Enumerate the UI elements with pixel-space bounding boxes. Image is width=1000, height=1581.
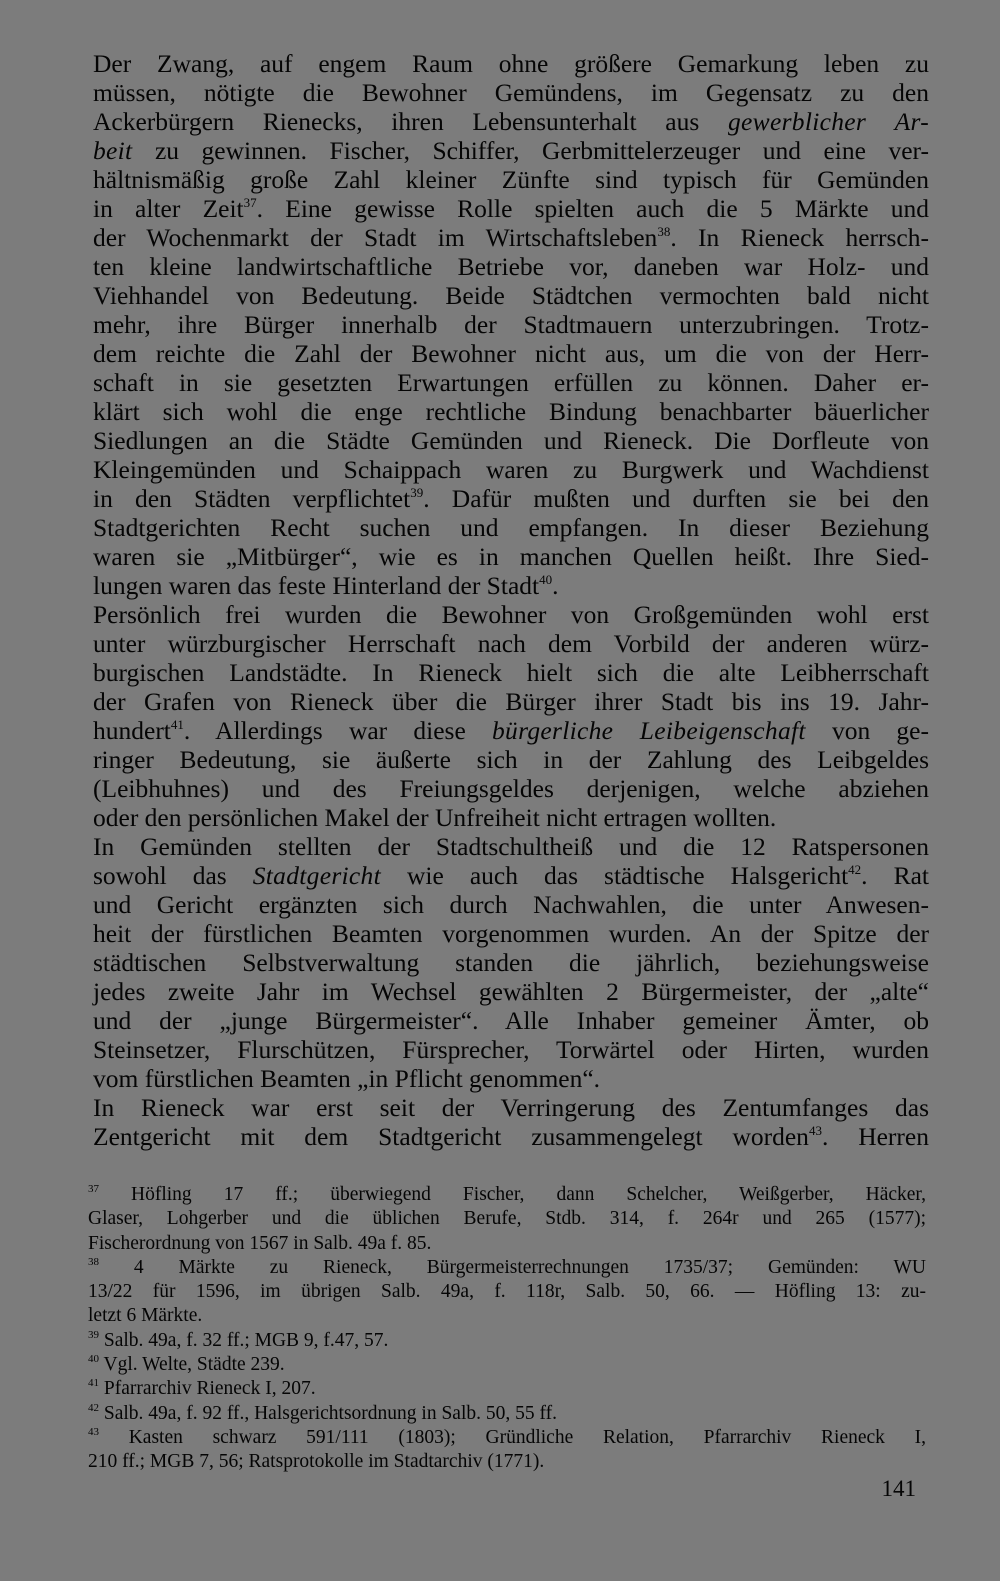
footnote-ref: 43 — [808, 1123, 822, 1138]
text-line — [93, 861, 929, 890]
text-run: und der „junge Bürgermeister“. Alle Inhaber gemeiner Ämter, ob — [93, 1006, 929, 1035]
text-line — [93, 948, 929, 977]
text-line — [93, 890, 929, 919]
text-line — [93, 165, 929, 194]
footnote-text: Salb. 49a, f. 32 ff.; MGB 9, f.47, 57. — [99, 1329, 389, 1351]
text-line — [93, 1064, 929, 1093]
text-line — [93, 107, 929, 136]
text-run: der Wochenmarkt der Stadt im Wirtschaftsleben — [93, 223, 658, 252]
text-line — [93, 252, 929, 281]
footnote-ref: 42 — [848, 862, 862, 877]
footnote-line — [88, 1353, 926, 1377]
emphasis-text: beit — [93, 136, 133, 165]
text-run: ten kleine landwirtschaftliche Betriebe vor, daneben war Holz- und — [93, 252, 929, 281]
text-run: städtischen Selbstverwaltung standen die jährlich, beziehungsweise — [93, 948, 929, 977]
text-run: burgischen Landstädte. In Rieneck hielt sich die alte Leibherrschaft — [93, 658, 929, 687]
text-run: in den Städten verpflichtet — [93, 484, 411, 513]
text-run: . Herren — [821, 1122, 929, 1151]
text-run: unter würzburgischer Herrschaft nach dem Vorbild der anderen würz- — [93, 629, 929, 658]
footnote-number: 41 — [88, 1377, 99, 1390]
text-run: dem reichte die Zahl der Bewohner nicht aus, um die von der Herr- — [93, 339, 929, 368]
text-line — [93, 484, 929, 513]
text-run: . Dafür mußten und durften sie bei den — [423, 484, 930, 513]
text-line — [93, 310, 929, 339]
text-line — [93, 513, 929, 542]
text-run: . In Rieneck herrsch- — [670, 223, 929, 252]
text-run: Viehhandel von Bedeutung. Beide Städtchen vermochten bald nicht — [93, 281, 929, 310]
text-line — [93, 832, 929, 861]
footnote-line — [88, 1402, 926, 1426]
footnote-text: Glaser, Lohgerber und die üblichen Berufe, Stdb. 314, f. 264r und 265 (1577); — [88, 1208, 926, 1230]
text-run: . Eine gewisse Rolle spielten auch die 5 Märkte und — [256, 194, 929, 223]
footnote-text: 4 Märkte zu Rieneck, Bürgermeisterrechnungen 1735/37; Gemünden: WU — [99, 1256, 926, 1278]
text-run: . Allerdings war diese — [183, 716, 492, 745]
footnote-number: 39 — [88, 1328, 99, 1341]
footnote-ref: 41 — [170, 717, 184, 732]
footnote-text: Salb. 49a, f. 92 ff., Halsgerichtsordnung in Salb. 50, 55 ff. — [99, 1402, 558, 1424]
text-line — [93, 281, 929, 310]
page-number: 141 — [881, 1476, 916, 1501]
emphasis-text: Stadtgericht — [252, 861, 381, 890]
text-run: Ackerbürgern Rienecks, ihren Lebensunterhalt aus — [93, 107, 728, 136]
text-line — [93, 368, 929, 397]
footnote-line — [88, 1426, 926, 1450]
text-line — [93, 1122, 929, 1151]
text-run: . Rat — [861, 861, 929, 890]
emphasis-text: gewerblicher Ar- — [727, 107, 930, 136]
footnote-line — [88, 1329, 926, 1353]
footnote-number: 42 — [88, 1401, 99, 1414]
text-line — [93, 1035, 929, 1064]
text-run: müssen, nötigte die Bewohner Gemündens, im Gegensatz zu den — [93, 78, 929, 107]
text-run: heit der fürstlichen Beamten vorgenommen wurden. An der Spitze der — [93, 919, 929, 948]
footnote-ref: 37 — [243, 195, 257, 210]
text-line — [93, 977, 929, 1006]
text-line — [93, 629, 929, 658]
text-run: Kleingemünden und Schaippach waren zu Burgwerk und Wachdienst — [93, 455, 929, 484]
text-run: klärt sich wohl die enge rechtliche Bindung benachbarter bäuerlicher — [93, 397, 929, 426]
footnote-text: Fischerordnung von 1567 in Salb. 49a f. 85. — [88, 1232, 432, 1254]
emphasis-text: bürgerliche Leibeigenschaft — [491, 716, 806, 745]
text-run: . — [552, 571, 559, 600]
footnote-line — [88, 1377, 926, 1401]
text-run: Siedlungen an die Städte Gemünden und Rieneck. Die Dorfleute von — [93, 426, 929, 455]
text-line — [93, 49, 929, 78]
footnote-ref: 40 — [539, 572, 553, 587]
text-run: hältnismäßig große Zahl kleiner Zünfte sind typisch für Gemünden — [93, 165, 929, 194]
text-line — [93, 223, 929, 252]
text-run: ringer Bedeutung, sie äußerte sich in der Zahlung des Leibgeldes — [93, 745, 929, 774]
footnote-ref: 38 — [657, 224, 671, 239]
text-run: (Leibhuhnes) und des Freiungsgeldes derjenigen, welche abziehen — [93, 774, 929, 803]
footnote-number: 38 — [88, 1255, 99, 1268]
footnote-line — [88, 1256, 926, 1280]
text-run: der Grafen von Rieneck über die Bürger ihrer Stadt bis ins 19. Jahr- — [93, 687, 929, 716]
text-line — [93, 194, 929, 223]
text-line — [93, 745, 929, 774]
text-run: und Gericht ergänzten sich durch Nachwahlen, die unter Anwesen- — [93, 890, 929, 919]
text-line — [93, 600, 929, 629]
text-run: Persönlich frei wurden die Bewohner von Großgemünden wohl erst — [93, 600, 929, 629]
text-line — [93, 455, 929, 484]
text-run: vom fürstlichen Beamten „in Pflicht genommen“. — [93, 1064, 601, 1093]
text-run: Der Zwang, auf engem Raum ohne größere Gemarkung leben zu — [93, 49, 929, 78]
text-line — [93, 687, 929, 716]
text-line — [93, 542, 929, 571]
text-run: sowohl das — [93, 861, 253, 890]
text-run: hundert — [93, 716, 171, 745]
footnote-text: Kasten schwarz 591/111 (1803); Gründliche Relation, Pfarrarchiv Rieneck I, — [99, 1426, 926, 1448]
text-run: Zentgericht mit dem Stadtgericht zusammengelegt worden — [93, 1122, 809, 1151]
footnote-text: letzt 6 Märkte. — [88, 1305, 203, 1327]
text-run: waren sie „Mitbürger“, wie es in manchen Quellen heißt. Ihre Sied- — [93, 542, 929, 571]
footnote-text: 13/22 für 1596, im übrigen Salb. 49a, f. 118r, Salb. 50, 66. — Höfling 13: zu- — [88, 1281, 926, 1303]
text-line — [93, 78, 929, 107]
text-line — [93, 774, 929, 803]
text-run: wie auch das städtische Halsgericht — [380, 861, 849, 890]
text-run: in alter Zeit — [93, 194, 244, 223]
text-run: zu gewinnen. Fischer, Schiffer, Gerbmittelerzeuger und eine ver- — [132, 136, 929, 165]
footnote-ref: 39 — [410, 485, 424, 500]
footnote-line — [88, 1183, 926, 1207]
text-line — [93, 1093, 929, 1122]
text-run: In Rieneck war erst seit der Verringerung des Zentumfanges das — [93, 1093, 929, 1122]
text-run: schaft in sie gesetzten Erwartungen erfüllen zu können. Daher er- — [93, 368, 929, 397]
text-run: oder den persönlichen Makel der Unfreiheit nicht ertragen wollten. — [93, 803, 777, 832]
footnote-number: 37 — [88, 1183, 99, 1195]
text-line — [93, 716, 929, 745]
footnote-line — [88, 1207, 926, 1231]
text-line — [93, 803, 929, 832]
footnote-line — [88, 1450, 926, 1474]
text-line — [93, 426, 929, 455]
text-run: lungen waren das feste Hinterland der Stadt — [93, 571, 540, 600]
text-line — [93, 658, 929, 687]
footnote-text: Vgl. Welte, Städte 239. — [99, 1354, 285, 1376]
text-line — [93, 1006, 929, 1035]
text-run: von ge- — [805, 716, 929, 745]
text-line — [93, 339, 929, 368]
footnote-number: 40 — [88, 1353, 99, 1366]
main-text — [93, 49, 929, 1151]
text-run: mehr, ihre Bürger innerhalb der Stadtmauern unterzubringen. Trotz- — [93, 310, 929, 339]
footnote-text: Pfarrarchiv Rieneck I, 207. — [99, 1378, 316, 1400]
text-line — [93, 136, 929, 165]
text-run: jedes zweite Jahr im Wechsel gewählten 2 Bürgermeister, der „alte“ — [93, 977, 929, 1006]
footnote-number: 43 — [88, 1425, 99, 1438]
footnotes — [88, 1183, 926, 1475]
footnote-text: 210 ff.; MGB 7, 56; Ratsprotokolle im Stadtarchiv (1771). — [88, 1451, 545, 1473]
text-line — [93, 571, 929, 600]
text-run: Stadtgerichten Recht suchen und empfangen. In dieser Beziehung — [93, 513, 929, 542]
text-line — [93, 919, 929, 948]
text-run: Steinsetzer, Flurschützen, Fürsprecher, Torwärtel oder Hirten, wurden — [93, 1035, 929, 1064]
footnote-line — [88, 1232, 926, 1256]
text-line — [93, 397, 929, 426]
footnote-line — [88, 1280, 926, 1304]
text-run: In Gemünden stellten der Stadtschultheiß und die 12 Ratspersonen — [93, 832, 929, 861]
footnote-text: Höfling 17 ff.; überwiegend Fischer, dann Schelcher, Weißgerber, Häcker, — [99, 1184, 926, 1205]
footnote-line — [88, 1304, 926, 1328]
